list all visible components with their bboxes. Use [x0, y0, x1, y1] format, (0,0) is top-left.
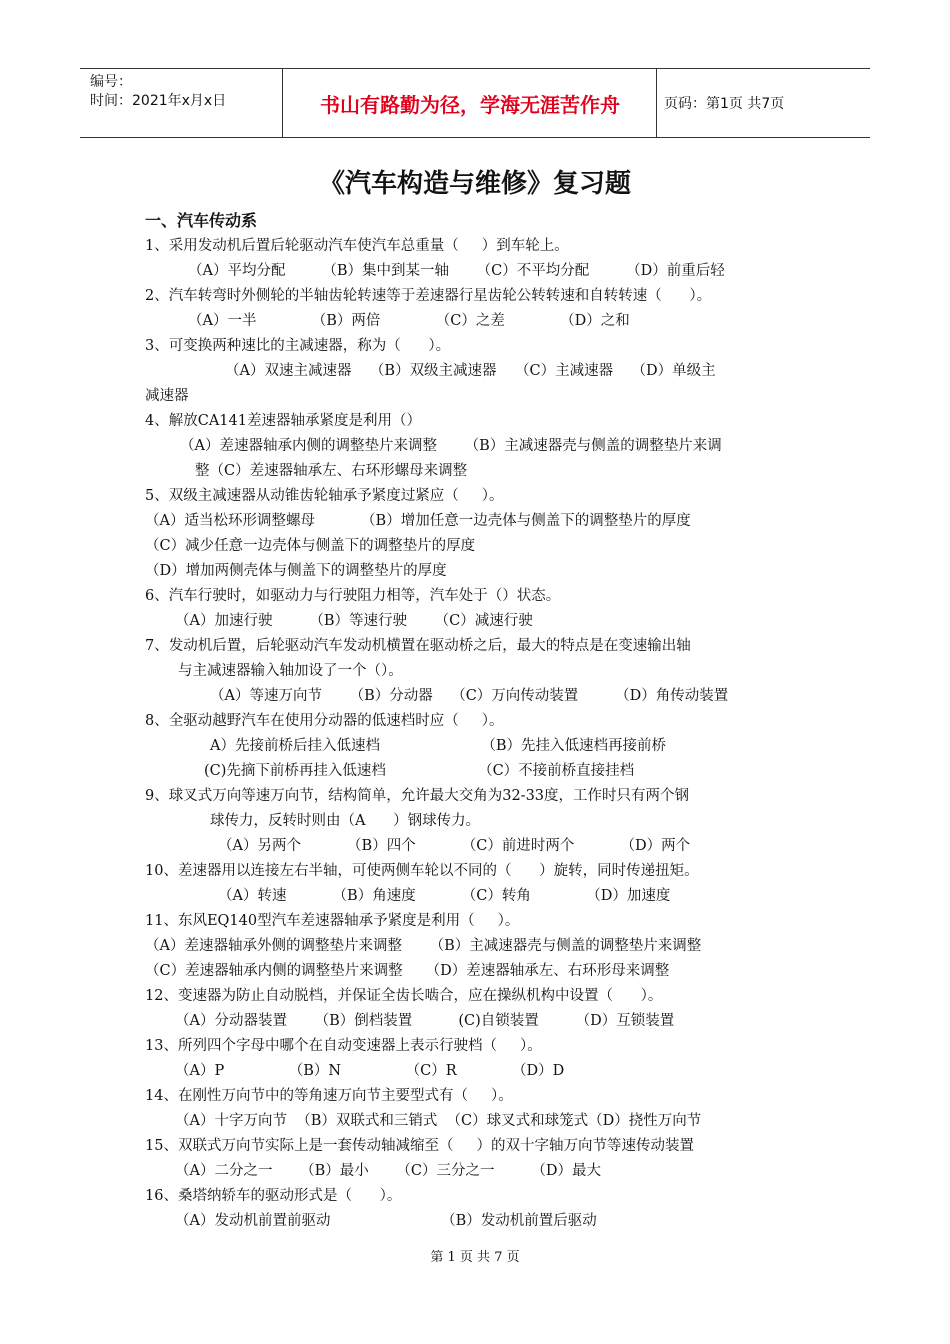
question-1: 1、采用发动机后置后轮驱动汽车使汽车总重量（ ）到车轮上。 — [145, 238, 569, 254]
question-4: 4、解放CA141差速器轴承紧度是利用（） — [145, 413, 421, 429]
question-16: 16、桑塔纳轿车的驱动形式是（ ）。 — [145, 1188, 402, 1204]
options-11: （A）差速器轴承外侧的调整垫片来调整 （B）主减速器壳与侧盖的调整垫片来调整 — [145, 938, 702, 954]
question-12: 12、变速器为防止自动脱档，并保证全齿长啮合，应在操纵机构中设置（ ）。 — [145, 988, 663, 1004]
options-8-cont: (C)先摘下前桥再挂入低速档 （C）不接前桥直接挂档 — [204, 763, 635, 779]
options-3-cont: 减速器 — [145, 388, 189, 404]
options-5-d: （D）增加两侧壳体与侧盖下的调整垫片的厚度 — [145, 563, 447, 579]
options-7: （A）等速万向节 （B）分动器 （C）万向传动装置 （D）角传动装置 — [210, 688, 729, 704]
header-meta — [90, 73, 226, 111]
question-15: 15、双联式万向节实际上是一套传动轴减缩至（ ）的双十字轴万向节等速传动装置 — [145, 1138, 694, 1154]
question-10: 10、差速器用以连接左右半轴，可使两侧车轮以不同的（ ）旋转，同时传递扭矩。 — [145, 863, 699, 879]
motto: 书山有路勤为径，学海无涯苦作舟 — [320, 92, 620, 117]
question-3: 3、可变换两种速比的主减速器，称为（ ）。 — [145, 338, 451, 354]
options-15: （A）二分之一 （B）最小 （C）三分之一 （D）最大 — [175, 1163, 602, 1179]
header-divider — [282, 69, 283, 137]
question-13: 13、所列四个字母中哪个在自动变速器上表示行驶档（ ）。 — [145, 1038, 542, 1054]
header-divider — [656, 69, 657, 137]
question-9: 9、球叉式万向等速万向节，结构简单，允许最大交角为32-33度，工作时只有两个钢 — [145, 788, 690, 804]
question-7: 7、发动机后置，后轮驱动汽车发动机横置在驱动桥之后，最大的特点是在变速输出轴 — [145, 638, 691, 654]
options-6: （A）加速行驶 （B）等速行驶 （C）减速行驶 — [175, 613, 533, 629]
options-11-cont: （C）差速器轴承内侧的调整垫片来调整 （D）差速器轴承左、右环形母来调整 — [145, 963, 670, 979]
section-heading: 一、汽车传动系 — [145, 211, 258, 230]
page-header — [80, 68, 870, 138]
question-5: 5、双级主减速器从动锥齿轮轴承予紧度过紧应（ ）。 — [145, 488, 504, 504]
code-label: 编号： — [90, 74, 132, 90]
page-footer: 第 1 页 共 7 页 — [430, 1250, 520, 1265]
options-9: （A）另两个 （B）四个 （C）前进时两个 （D）两个 — [218, 838, 691, 854]
options-1: （A）平均分配 （B）集中到某一轴 （C）不平均分配 （D）前重后轻 — [188, 263, 725, 279]
time-label: 时间：2021年x月x日 — [90, 93, 227, 109]
question-14: 14、在刚性万向节中的等角速万向节主要型式有（ ）。 — [145, 1088, 513, 1104]
options-12: （A）分动器装置 （B）倒档装置 (C)自锁装置 （D）互锁装置 — [175, 1013, 675, 1029]
options-3: （A）双速主减速器 （B）双级主减速器 （C）主减速器 （D）单级主 — [225, 363, 716, 379]
question-2: 2、汽车转弯时外侧轮的半轴齿轮转速等于差速器行星齿轮公转转速和自转转速（ ）。 — [145, 288, 712, 304]
question-11: 11、东风EQ140型汽车差速器轴承予紧度是利用（ ）。 — [145, 913, 520, 929]
document-title: 《汽车构造与维修》复习题 — [318, 169, 631, 199]
options-4-cont: 整（C）差速器轴承左、右环形螺母来调整 — [195, 463, 468, 479]
options-10: （A）转速 （B）角速度 （C）转角 （D）加速度 — [218, 888, 671, 904]
options-4: （A）差速器轴承内侧的调整垫片来调整 （B）主减速器壳与侧盖的调整垫片来调 — [180, 438, 722, 454]
options-14: （A）十字万向节 （B）双联式和三销式 （C）球叉式和球笼式（D）挠性万向节 — [175, 1113, 702, 1129]
page-info: 页码：第1页 共7页 — [664, 96, 785, 112]
question-6: 6、汽车行驶时，如驱动力与行驶阻力相等，汽车处于（）状态。 — [145, 588, 561, 604]
options-5-c: （C）减少任意一边壳体与侧盖下的调整垫片的厚度 — [145, 538, 476, 554]
question-7-cont: 与主减速器输入轴加设了一个（）。 — [178, 663, 403, 679]
options-5: （A）适当松环形调整螺母 （B）增加任意一边壳体与侧盖下的调整垫片的厚度 — [145, 513, 691, 529]
options-16: （A）发动机前置前驱动 （B）发动机前置后驱动 — [175, 1213, 597, 1229]
question-8: 8、全驱动越野汽车在使用分动器的低速档时应（ ）。 — [145, 713, 504, 729]
question-9-cont: 球传力，反转时则由（A ）钢球传力。 — [210, 813, 481, 829]
options-8: A）先接前桥后挂入低速档 （B）先挂入低速档再接前桥 — [210, 738, 667, 754]
options-13: （A）P （B）N （C）R （D）D — [175, 1063, 565, 1079]
options-2: （A）一半 （B）两倍 （C）之差 （D）之和 — [188, 313, 630, 329]
